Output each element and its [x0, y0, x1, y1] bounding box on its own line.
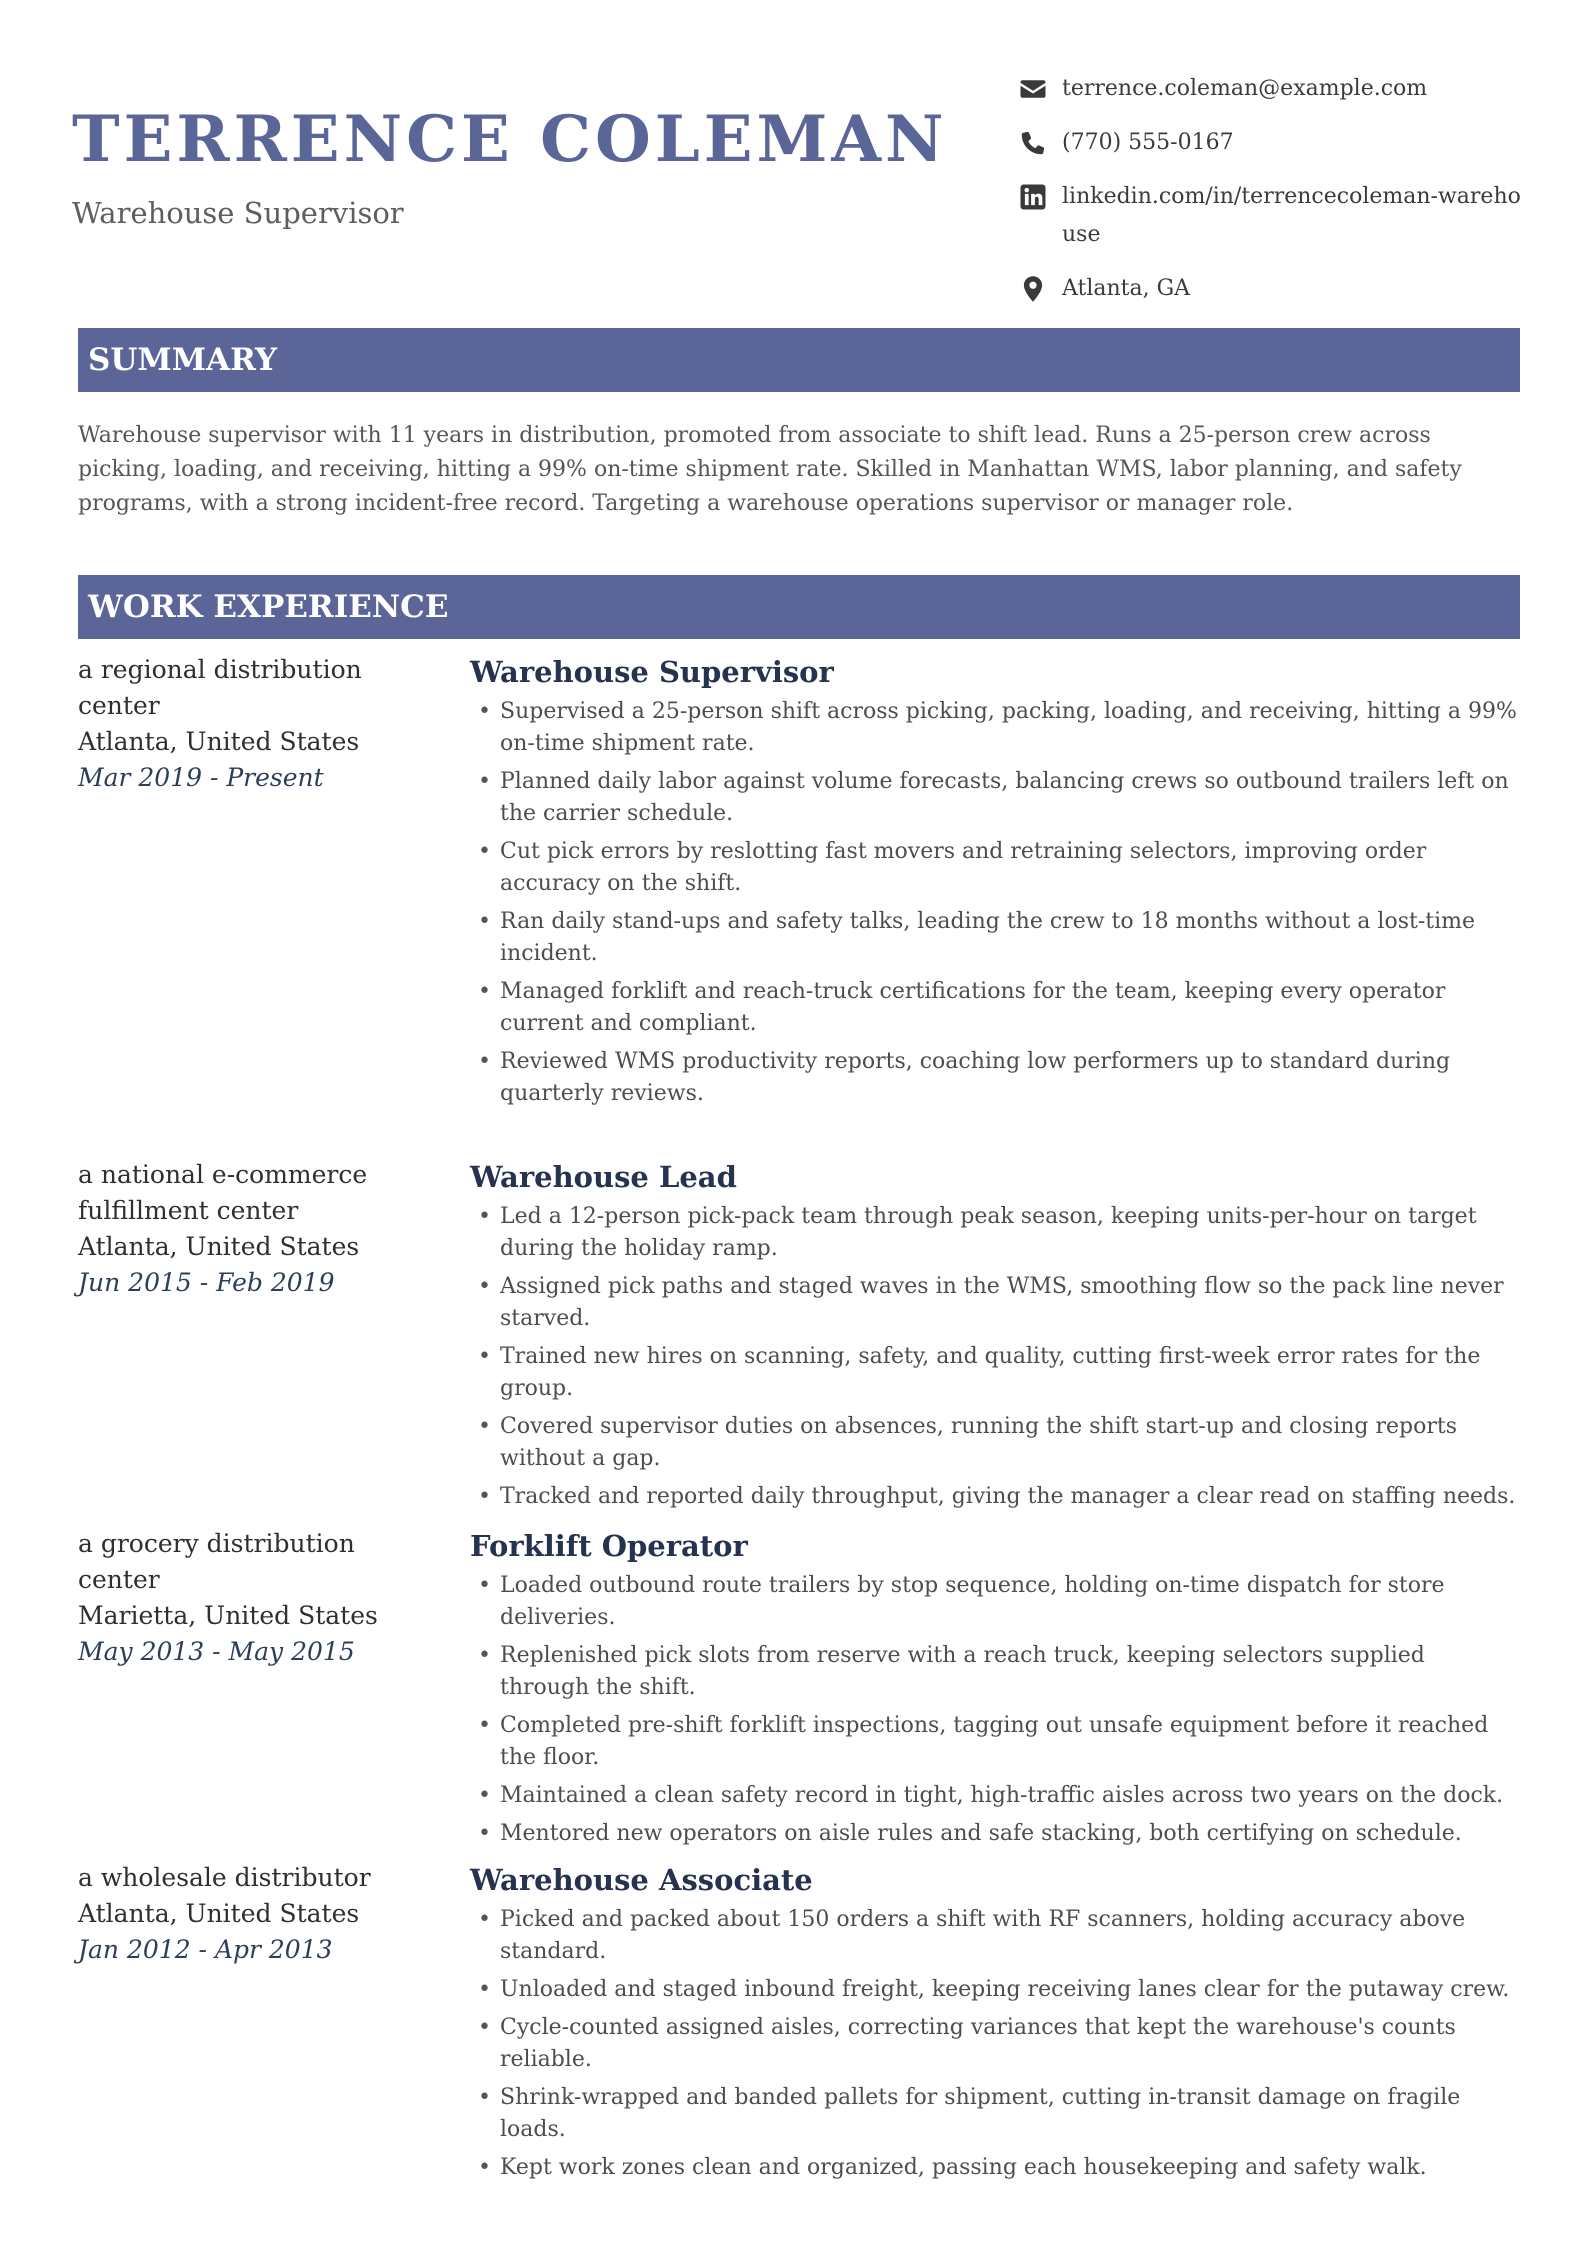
- job-bullet: • Shrink-wrapped and banded pallets for shipment, cutting in-transit damage on fragile loads.: [470, 2082, 1520, 2146]
- envelope-icon: [1018, 74, 1052, 108]
- job-role: Warehouse Supervisor: [470, 655, 834, 689]
- contact-linkedin: [1018, 178, 1522, 254]
- job-bullet: • Replenished pick slots from reserve with a reach truck, keeping selectors supplied through the shift.: [470, 1640, 1520, 1704]
- summary-text: Warehouse supervisor with 11 years in distribution, promoted from associate to shift lead. Runs a 25-person crew across picking, loading, and receiving, hitting a 99% on-time shipment rate. Skilled in Manhattan WMS, labor planning, and safety programs, with a strong incident-free record. Targeting a warehouse operations supervisor or manager role.: [78, 423, 1462, 516]
- job-dates: Mar 2019 - Present: [78, 763, 324, 792]
- job-location: Atlanta, United States: [78, 1899, 360, 1928]
- candidate-title: Warehouse Supervisor: [72, 196, 404, 230]
- job-bullet: • Reviewed WMS productivity reports, coaching low performers up to standard during quarterly reviews.: [470, 1046, 1520, 1110]
- job-bullet: • Cut pick errors by reslotting fast movers and retraining selectors, improving order accuracy on the shift.: [470, 836, 1520, 900]
- job-bullets: [470, 1570, 1520, 1850]
- job-company: a grocery distribution center: [78, 1529, 355, 1594]
- contact-email: [1018, 70, 1522, 108]
- job-bullet: • Assigned pick paths and staged waves in the WMS, smoothing flow so the pack line never starved.: [470, 1271, 1520, 1335]
- job-bullet: • Maintained a clean safety record in tight, high-traffic aisles across two years on the dock.: [470, 1780, 1520, 1812]
- experience-heading: WORK EXPERIENCE: [78, 575, 1520, 639]
- linkedin-link[interactable]: linkedin.com/in/terrencecoleman-warehouse: [1062, 184, 1521, 247]
- job-bullet: • Mentored new operators on aisle rules and safe stacking, both certifying on schedule.: [470, 1818, 1520, 1850]
- job-bullet: • Cycle-counted assigned aisles, correcting variances that kept the warehouse's counts reliable.: [470, 2012, 1520, 2076]
- contact-phone: [1018, 124, 1522, 162]
- job-location: Marietta, United States: [78, 1601, 378, 1630]
- summary-heading: SUMMARY: [78, 328, 1520, 392]
- job-dates: Jun 2015 - Feb 2019: [78, 1268, 335, 1297]
- job-bullets: [470, 1201, 1520, 1513]
- job-bullet: • Unloaded and staged inbound freight, keeping receiving lanes clear for the putaway crew.: [470, 1974, 1520, 2006]
- job-bullet: • Planned daily labor against volume forecasts, balancing crews so outbound trailers left on the carrier schedule.: [470, 766, 1520, 830]
- job-bullet: • Picked and packed about 150 orders a shift with RF scanners, holding accuracy above standard.: [470, 1904, 1520, 1968]
- email-link[interactable]: terrence.coleman@example.com: [1062, 76, 1428, 101]
- candidate-name: TERRENCE COLEMAN: [72, 102, 948, 177]
- job-company: a regional distribution center: [78, 655, 362, 720]
- job-bullet: • Covered supervisor duties on absences, running the shift start-up and closing reports without a gap.: [470, 1411, 1520, 1475]
- job-dates: Jan 2012 - Apr 2013: [78, 1935, 333, 1964]
- job-bullets: [470, 696, 1520, 1110]
- job-bullet: • Ran daily stand-ups and safety talks, leading the crew to 18 months without a lost-time incident.: [470, 906, 1520, 970]
- map-pin-icon: [1018, 274, 1052, 308]
- job-bullet: • Managed forklift and reach-truck certifications for the team, keeping every operator current and compliant.: [470, 976, 1520, 1040]
- job-role: Warehouse Associate: [470, 1863, 813, 1897]
- job-bullet: • Tracked and reported daily throughput, giving the manager a clear read on staffing needs.: [470, 1481, 1520, 1513]
- job-location: Atlanta, United States: [78, 727, 360, 756]
- linkedin-icon: [1018, 182, 1052, 216]
- job-bullet: • Supervised a 25-person shift across picking, packing, loading, and receiving, hitting a 99% on-time shipment rate.: [470, 696, 1520, 760]
- location-text: Atlanta, GA: [1062, 276, 1191, 301]
- job-bullet: • Completed pre-shift forklift inspections, tagging out unsafe equipment before it reached the floor.: [470, 1710, 1520, 1774]
- contact-block: [1018, 70, 1522, 324]
- job-location: Atlanta, United States: [78, 1232, 360, 1261]
- contact-location: [1018, 270, 1522, 308]
- job-dates: May 2013 - May 2015: [78, 1637, 355, 1666]
- phone-icon: [1018, 128, 1052, 162]
- job-bullet: • Loaded outbound route trailers by stop sequence, holding on-time dispatch for store deliveries.: [470, 1570, 1520, 1634]
- phone-number[interactable]: (770) 555-0167: [1062, 130, 1234, 155]
- job-role: Forklift Operator: [470, 1529, 748, 1563]
- job-bullets: [470, 1904, 1520, 2184]
- job-bullet: • Trained new hires on scanning, safety, and quality, cutting first-week error rates for the group.: [470, 1341, 1520, 1405]
- job-bullet: • Led a 12-person pick-pack team through peak season, keeping units-per-hour on target during the holiday ramp.: [470, 1201, 1520, 1265]
- job-company: a wholesale distributor: [78, 1863, 371, 1892]
- job-role: Warehouse Lead: [470, 1160, 737, 1194]
- job-bullet: • Kept work zones clean and organized, passing each housekeeping and safety walk.: [470, 2152, 1520, 2184]
- job-company: a national e-commerce fulfillment center: [78, 1160, 368, 1225]
